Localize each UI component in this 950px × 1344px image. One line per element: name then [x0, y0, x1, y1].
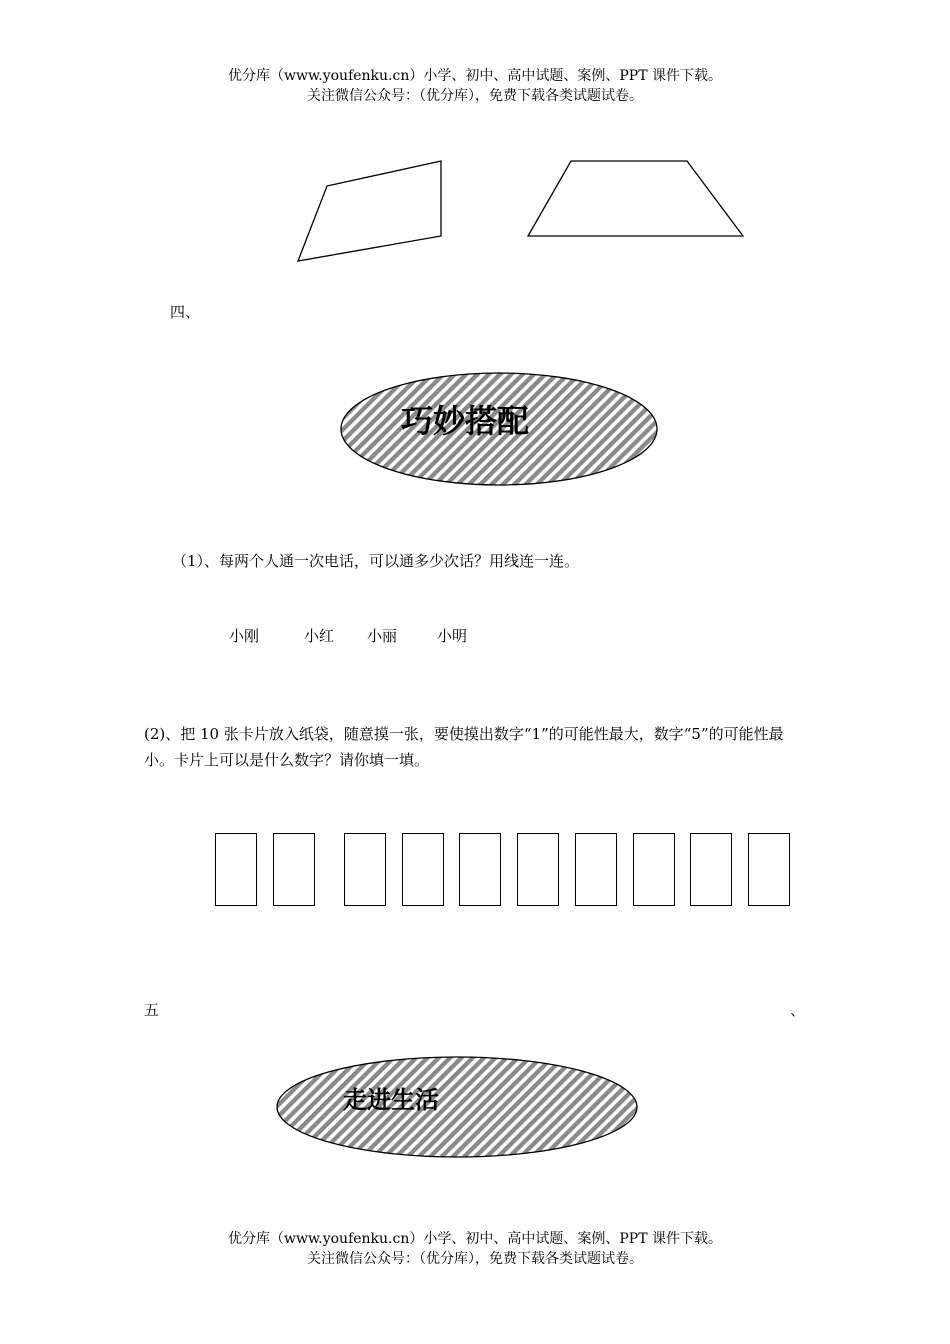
section-5-banner-title: 走进生活 [343, 1086, 439, 1114]
card-box-10[interactable] [748, 833, 790, 906]
footer-line-2: 关注微信公众号：（优分库），免费下载各类试题试卷。 [307, 1251, 643, 1267]
card-box-6[interactable] [517, 833, 559, 906]
card-box-8[interactable] [633, 833, 675, 906]
name-xiaoli: 小丽 [367, 627, 398, 645]
name-xiaohong: 小红 [304, 627, 335, 645]
card-box-5[interactable] [459, 833, 501, 906]
card-box-1[interactable] [215, 833, 257, 906]
card-box-7[interactable] [575, 833, 617, 906]
section-4-banner-title: 巧妙搭配 [401, 402, 530, 440]
name-xiaoming: 小明 [437, 627, 468, 645]
footer-line-1: 优分库（www.youfenku.cn）小学、初中、高中试题、案例、PPT 课件下载。 [227, 1231, 722, 1247]
card-box-2[interactable] [273, 833, 315, 906]
name-xiaogang: 小刚 [229, 627, 260, 645]
trapezoid-shape [528, 161, 743, 236]
card-box-3[interactable] [344, 833, 386, 906]
card-box-4[interactable] [402, 833, 444, 906]
header-line-1: 优分库（www.youfenku.cn）小学、初中、高中试题、案例、PPT 课件下载。 [227, 68, 722, 84]
card-box-9[interactable] [690, 833, 732, 906]
section-4-label: 四、 [170, 303, 201, 321]
quadrilateral-shape [298, 161, 441, 261]
page-footer [0, 1229, 950, 1269]
section-5-comma: 、 [790, 1001, 806, 1019]
question-1: （1）、每两个人通一次电话，可以通多少次话？用线连一连。 [172, 552, 580, 570]
banner-ellipse-section5 [277, 1057, 637, 1157]
question-2: (2)、把 10 张卡片放入纸袋，随意摸一张，要使摸出数字“1”的可能性最大，数字“5”的可能性最小。卡片上可以是什么数字？请你填一填。 [144, 725, 784, 769]
header-line-2: 关注微信公众号：（优分库），免费下载各类试题试卷。 [307, 88, 643, 104]
section-5-label: 五 [144, 1001, 160, 1019]
